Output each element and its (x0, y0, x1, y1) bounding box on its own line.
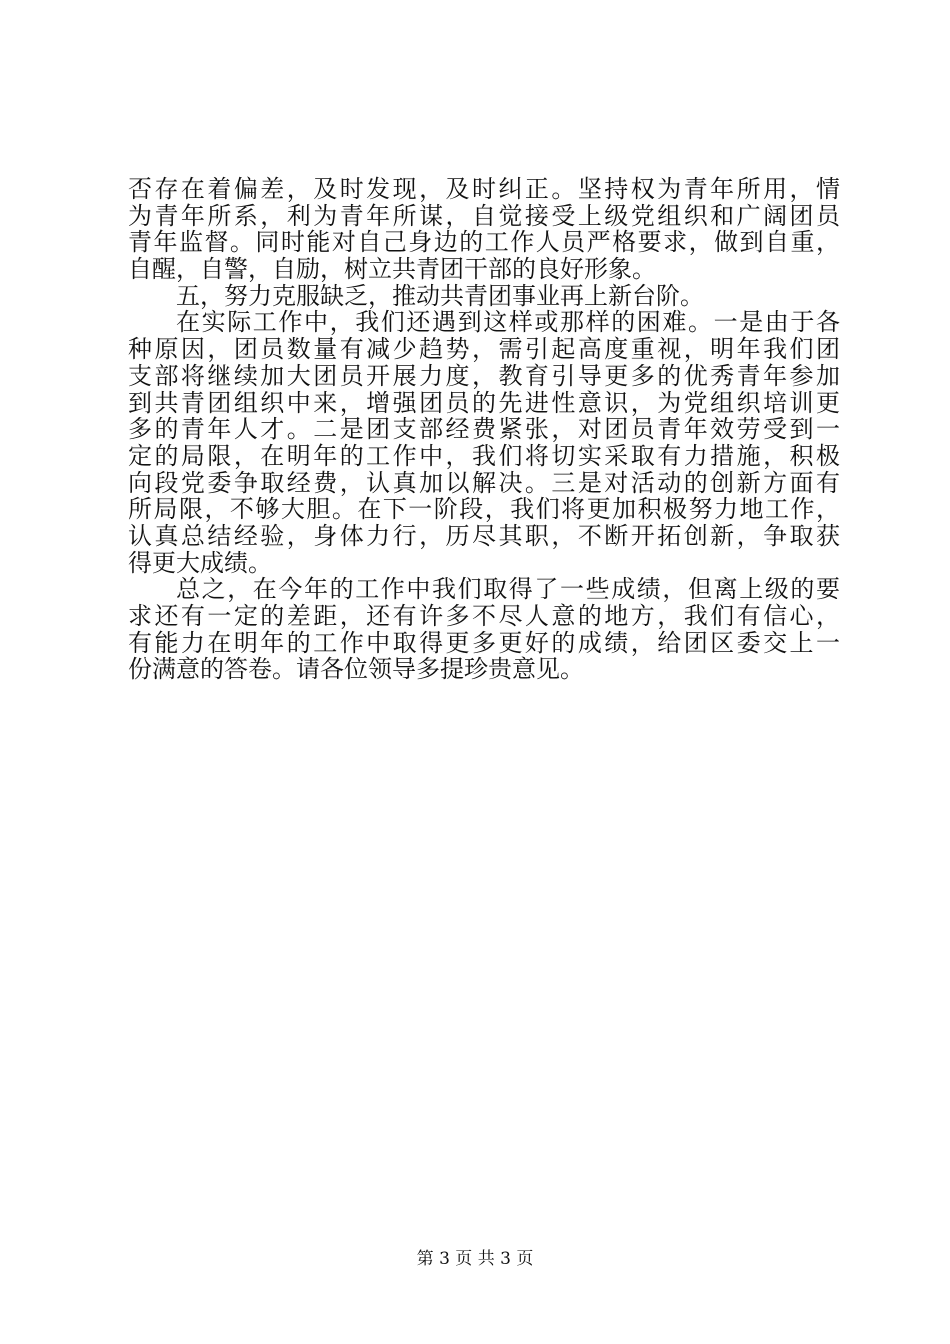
text-line: 自醒，自警，自励，树立共青团干部的良好形象。 (128, 255, 656, 284)
text-line: 得更大成绩。 (128, 548, 272, 577)
text-line: 在实际工作中，我们还遇到这样或那样的困难。一是由于各 (176, 308, 840, 337)
text-line: 份满意的答卷。请各位领导多提珍贵意见。 (128, 655, 584, 684)
text-line: 求还有一定的差距，还有许多不尽人意的地方，我们有信心， (128, 602, 840, 630)
text-line: 否存在着偏差，及时发现，及时纠正。坚持权为青年所用，情 (128, 175, 840, 203)
text-line: 向段党委争取经费，认真加以解决。三是对活动的创新方面有 (128, 468, 840, 497)
text-line: 为青年所系，利为青年所谋，自觉接受上级党组织和广阔团员 (128, 201, 840, 230)
text-line: 种原因，团员数量有减少趋势，需引起高度重视，明年我们团 (128, 335, 840, 364)
text-line: 支部将继续加大团员开展力度，教育引导更多的优秀青年参加 (128, 361, 840, 390)
text-line: 有能力在明年的工作中取得更多更好的成绩，给团区委交上一 (128, 628, 840, 657)
text-line: 所局限，不够大胆。在下一阶段，我们将更加积极努力地工作， (128, 495, 840, 524)
text-line: 到共青团组织中来，增强团员的先进性意识，为党组织培训更 (128, 388, 840, 417)
page-number-footer: 第 3 页 共 3 页 (416, 1249, 534, 1269)
text-line: 认真总结经验，身体力行，历尽其职，不断开拓创新，争取获 (128, 521, 840, 550)
text-line: 多的青年人才。二是团支部经费紧张，对团员青年效劳受到一 (128, 415, 840, 444)
section-heading: 五，努力克服缺乏，推动共青团事业再上新台阶。 (176, 281, 704, 310)
document-body (128, 176, 840, 683)
text-line: 定的局限，在明年的工作中，我们将切实采取有力措施，积极 (128, 441, 840, 470)
text-line: 青年监督。同时能对自己身边的工作人员严格要求，做到自重， (128, 228, 840, 257)
text-line: 总之，在今年的工作中我们取得了一些成绩，但离上级的要 (176, 575, 840, 604)
